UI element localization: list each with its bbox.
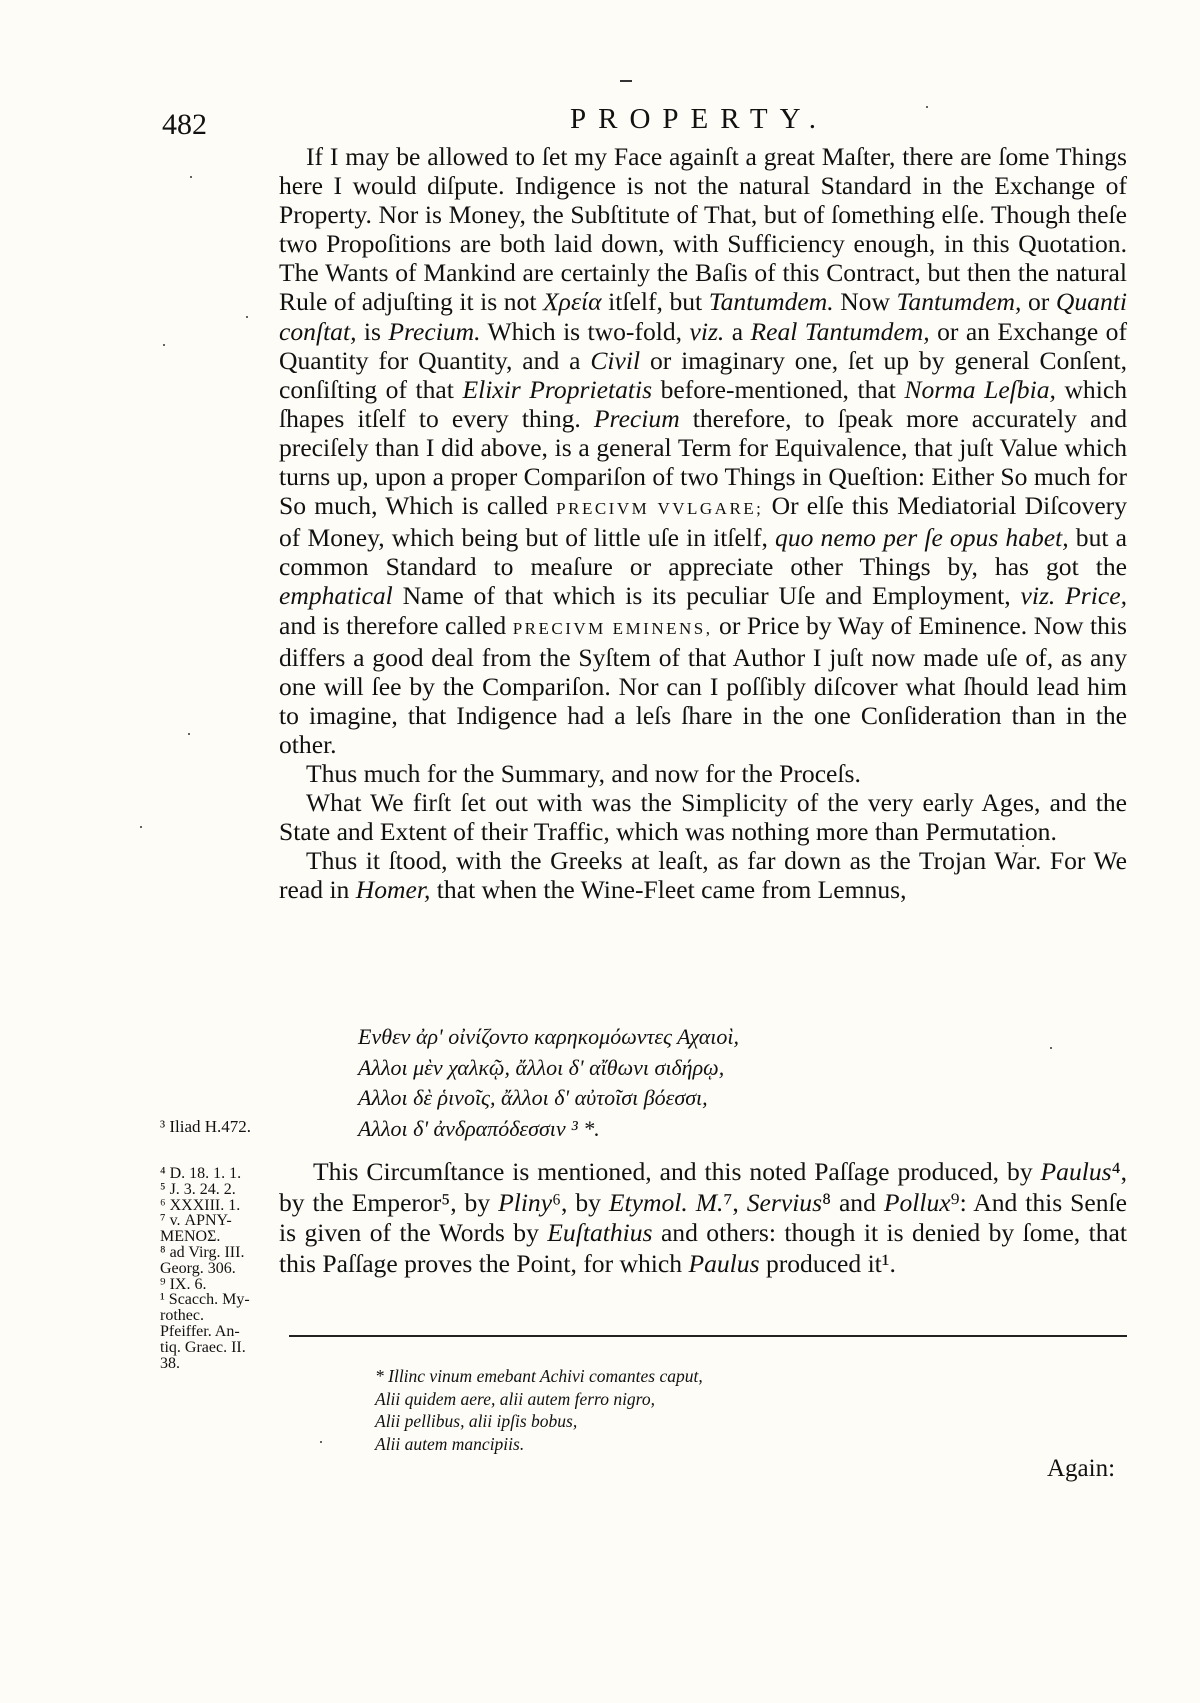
running-head: PROPERTY.	[570, 103, 829, 135]
text-run: or	[1021, 287, 1056, 317]
ink-speck	[320, 1441, 322, 1443]
paragraph	[279, 759, 1127, 788]
footnote-divider	[289, 1335, 1127, 1337]
margin-note-line: Pfeiffer. An-	[160, 1322, 240, 1340]
italic-text: Norma Leſbia,	[904, 374, 1056, 404]
italic-text: Real Tantumdem,	[750, 316, 930, 346]
verse-line: Ενθεν ἀρ' οἰνίζοντο καρηκομόωντες Αχαιοὶ,	[358, 1024, 740, 1049]
text-run: and is therefore called	[279, 610, 513, 640]
text-run: Or elſe this Mediatorial Diſcovery of Money, which being but of little uſe in itſelf,	[279, 491, 1127, 553]
verse-line: Αλλοι δὲ ῥινοῖς, ἄλλοι δ' αὐτοῖσι βόεσσι,	[358, 1085, 708, 1110]
italic-text: Precium	[593, 403, 680, 433]
footnote-line: Alii pellibus, alii ipſis bobus,	[375, 1411, 578, 1431]
footnote-marker: ⁷	[723, 1187, 733, 1217]
italic-text: Paulus	[688, 1248, 760, 1278]
text-run: Which is two-fold,	[480, 316, 690, 346]
ink-speck	[926, 106, 928, 108]
italic-text: Euſtathius	[547, 1218, 653, 1248]
italic-text: Quanti conſtat,	[279, 287, 1128, 346]
text-run: This Circumſtance is mentioned, and this noted Paſſage produced, by	[313, 1157, 1041, 1186]
ink-speck	[140, 826, 142, 828]
margin-note-line: rothec.	[160, 1307, 204, 1325]
margin-note-line: ⁶ XXXIII. 1.	[160, 1196, 241, 1214]
margin-note-line: ⁵ J. 3. 24. 2.	[160, 1180, 236, 1198]
paragraph	[279, 846, 1127, 904]
text-run: , by the Emperor	[279, 1157, 1127, 1217]
text-run: or imaginary one, ſet up by general Conſent, conſiſting of that	[279, 345, 1128, 404]
verse-line: Αλλοι μὲν χαλκῷ, ἄλλοι δ' αἴθωνι σιδήρῳ,	[358, 1054, 725, 1080]
margin-note-line: ΜΕΝΟΣ.	[160, 1228, 221, 1246]
margin-note-line: ⁸ ad Virg. III.	[160, 1243, 245, 1261]
italic-text: Tantumdem,	[896, 287, 1022, 317]
latin-footnote	[375, 1365, 703, 1455]
footnote-marker: ¹	[881, 1248, 890, 1278]
margin-note-line: tiq. Graec. II.	[160, 1338, 246, 1356]
ink-speck	[163, 344, 165, 346]
margin-note-line: Georg. 306.	[160, 1259, 236, 1277]
text-run: but a common Standard to meaſure or appreciate other Things by, has got the	[279, 523, 1127, 582]
margin-note-line: ¹ Scacch. My-	[160, 1291, 250, 1309]
ink-mark	[620, 80, 632, 82]
iliad-reference: ³ Iliad H.472.	[160, 1117, 252, 1136]
greek-quotation	[358, 1022, 739, 1144]
italic-text: viz.	[689, 316, 725, 346]
text-run: Thus it ſtood, with the Greeks at leaſt, as far down as the Trojan War. For We read in	[279, 846, 1127, 905]
footnote-marker: ⁹	[950, 1187, 960, 1217]
italic-text: Pliny	[498, 1187, 553, 1217]
text-run: If I may be allowed to ſet my Face againſt a great Maſter, there are ſome Things here I would diſpute. Indigence is not the natural Standard in the Exchange of Property. Nor is Money, the Subſtitute of That, but of ſomething elſe. Though theſe two Propoſitions are both laid down, with Sufficiency enough, in this Quotation. The Wants of Mankind are certainly the Baſis of this Contract, but then the natural Rule of adjuſting it is not	[279, 142, 1127, 317]
footnote-line: Alii autem mancipiis.	[375, 1433, 525, 1454]
small-caps-text: PRECIVM EMINENS,	[512, 618, 713, 638]
ink-speck	[1050, 1047, 1052, 1049]
footnote-marker: ⁴	[1111, 1157, 1121, 1186]
text-run: before-mentioned, that	[652, 374, 905, 404]
italic-text: Χρεία	[543, 287, 602, 317]
margin-note-line: ⁴ D. 18. 1. 1.	[160, 1165, 242, 1182]
text-run: .	[889, 1248, 896, 1278]
text-run: or an Exchange of Quantity for Quantity, and a	[279, 316, 1127, 375]
italic-text: Homer,	[355, 875, 431, 905]
verse-line: Αλλοι δ' ἀνδραπόδεσσιν ³ *.	[358, 1115, 600, 1141]
paragraph	[279, 1157, 1127, 1279]
ink-speck	[188, 733, 190, 735]
text-run: Thus much for the Summary, and now for the Proceſs.	[306, 758, 861, 788]
text-run: itſelf, but	[601, 287, 709, 317]
text-run: and others: though it is denied by ſome, that this Paſſage proves the Point, for which	[279, 1218, 1127, 1278]
text-run: Now	[833, 287, 897, 317]
footnote-marker: ⁵	[441, 1187, 451, 1217]
small-caps-text: PRECIVM VVLGARE;	[556, 499, 764, 519]
footnote-marker: ⁸	[822, 1187, 832, 1217]
italic-text: viz. Price,	[1020, 581, 1127, 611]
margin-note-line: 38.	[160, 1354, 180, 1372]
italic-text: Etymol. M.	[608, 1187, 724, 1217]
text-run: and	[831, 1187, 884, 1217]
text-run: a	[724, 316, 751, 346]
italic-text: Precium.	[388, 316, 481, 346]
text-run: which ſhapes itſelf to every thing.	[279, 374, 1127, 433]
text-run: that when the Wine-Fleet came from Lemnus,	[430, 875, 907, 905]
italic-text: quo nemo per ſe opus habet,	[775, 523, 1069, 553]
text-run: , by	[450, 1187, 499, 1217]
italic-text: Tantumdem.	[708, 287, 834, 317]
margin-note-line: ⁷ v. ΑΡΝΥ-	[160, 1212, 232, 1230]
footnote-marker: ⁶	[552, 1187, 562, 1217]
footnote-line: * Illinc vinum emebant Achivi comantes caput,	[375, 1366, 703, 1386]
text-run: , by	[561, 1187, 609, 1217]
italic-text: Pollux	[883, 1187, 951, 1217]
text-run: What We firſt ſet out with was the Simplicity of the very early Ages, and the State and Extent of their Traffic, which was nothing more than Permutation.	[279, 788, 1127, 847]
text-run: produced it	[759, 1248, 882, 1278]
italic-text: Civil	[590, 345, 641, 375]
lower-paragraph	[279, 1157, 1127, 1279]
ink-speck	[190, 176, 192, 178]
margin-note-line: ⁹ IX. 6.	[160, 1275, 207, 1293]
ink-speck	[246, 316, 248, 318]
text-run: or Price by Way of Eminence. Now this differs a good deal from the Syſtem of that Author I juſt now made uſe of, as any one will ſee by the Compariſon. Nor can I poſſibly diſcover what ſhould lead him to imagine, that Indigence had a leſs ſhare in the one Conſideration than in the other.	[279, 610, 1127, 759]
italic-text: emphatical	[279, 581, 393, 611]
text-run: is	[356, 316, 389, 346]
main-text	[279, 142, 1127, 904]
paragraph	[279, 142, 1127, 759]
text-run: : And this Senſe is given of the Words by	[279, 1187, 1128, 1248]
text-run: therefore, to ſpeak more accurately and preciſely than I did above, is a general Term for Equivalence, that juſt Value which turns up, upon a proper Compariſon of two Things in Queſtion: Either So much for So much, Which is called	[279, 403, 1127, 521]
text-run: Name of that which is its peculiar Uſe and Employment,	[392, 581, 1021, 611]
italic-text: Paulus	[1040, 1157, 1112, 1186]
text-run: ,	[732, 1187, 747, 1217]
catchword: Again:	[1047, 1455, 1116, 1482]
italic-text: Elixir Proprietatis	[462, 374, 653, 404]
paragraph	[279, 788, 1127, 846]
margin-notes	[160, 1166, 286, 1371]
page-number: 482	[162, 108, 207, 141]
italic-text: Servius	[746, 1187, 823, 1217]
footnote-line: Alii quidem aere, alii autem ferro nigro,	[375, 1388, 655, 1409]
